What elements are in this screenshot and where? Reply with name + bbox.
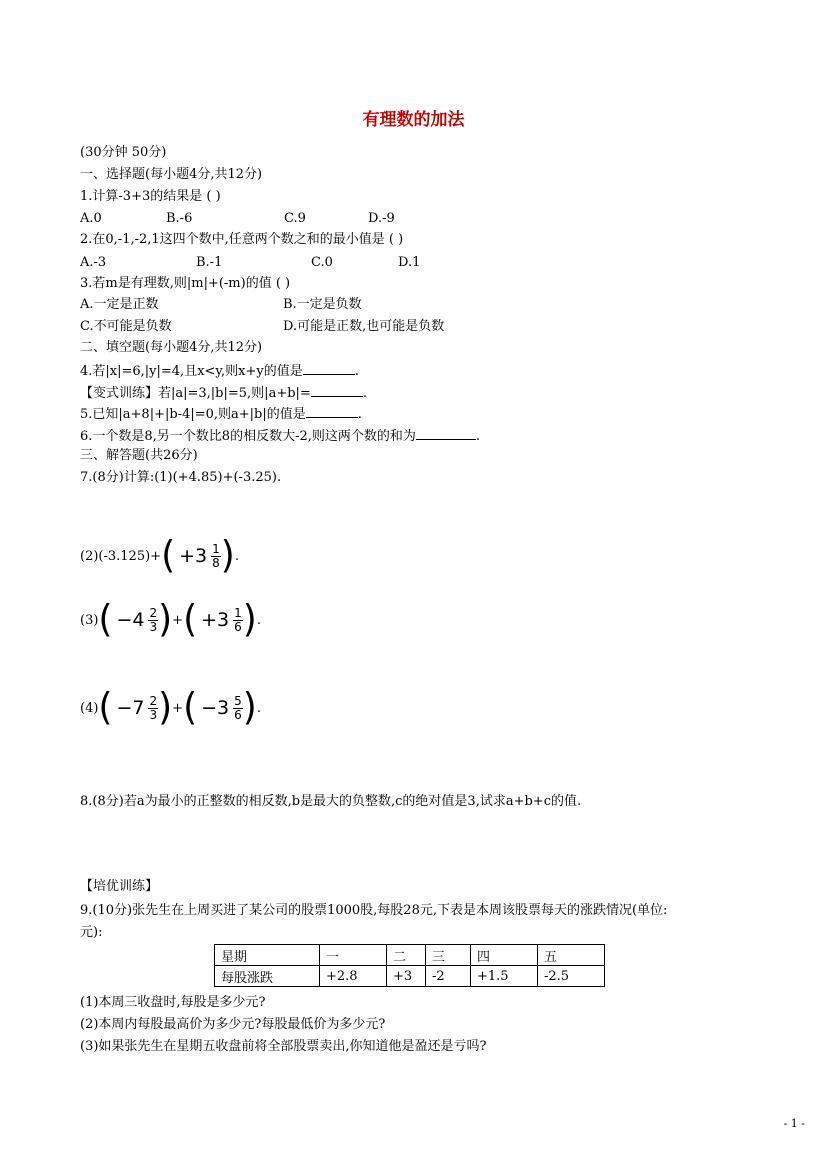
- variant-line: [80, 384, 367, 402]
- q9-line1: 9.(10分)张先生在上周买进了某公司的股票1000股,每股28元,下表是本周该股票每天的涨跌情况(单位:: [80, 903, 668, 918]
- section1-header: 一、选择题(每小题4分,共12分): [80, 167, 263, 182]
- table-cell: 星期: [215, 945, 320, 966]
- table-cell: 三: [426, 945, 471, 966]
- part-label: (2): [80, 548, 99, 564]
- q4-line: [80, 362, 359, 380]
- numerator: 2: [149, 605, 158, 620]
- q9-sub1: (1)本周三收盘时,每股是多少元?: [80, 995, 266, 1010]
- fraction: [211, 543, 221, 570]
- q9-sub2: (2)本周内每股最高价为多少元?每股最低价为多少元?: [80, 1017, 386, 1032]
- q1-stem: 1.计算-3+3的结果是 ( ): [80, 189, 221, 204]
- right-paren: ): [220, 533, 235, 577]
- denominator: 6: [234, 707, 242, 722]
- denominator: 3: [149, 707, 158, 722]
- left-paren: (: [183, 597, 198, 641]
- variant-text: 【变式训练】若|a|=3,|b|=5,则|a+b|=: [80, 386, 311, 401]
- mixed-number: [175, 543, 221, 570]
- q9-sub3: (3)如果张先生在星期五收盘前将全部股票卖出,你知道他是盈还是亏吗?: [80, 1039, 487, 1054]
- table-cell: 二: [387, 945, 426, 966]
- left-paren: (: [98, 597, 113, 641]
- table-cell: -2: [426, 966, 471, 987]
- mixed-whole: −4: [116, 609, 145, 631]
- page-title: 有理数的加法: [362, 110, 465, 130]
- section3-header: 三、解答题(共26分): [80, 448, 198, 463]
- q2-option-b: B.-1: [196, 255, 223, 270]
- part-end: .: [256, 612, 261, 628]
- fraction: [148, 607, 158, 634]
- q7-part2: [80, 533, 239, 577]
- q3-option-a: A.一定是正数: [80, 297, 159, 312]
- mixed-whole: +3: [201, 609, 230, 631]
- q1-option-d: D.-9: [368, 211, 395, 226]
- q5-end: .: [357, 407, 362, 422]
- table-cell: +3: [387, 966, 426, 987]
- q9-line2: 元):: [80, 925, 103, 940]
- q1-option-c: C.9: [284, 211, 306, 226]
- q7-stem: 7.(8分)计算:(1)(+4.85)+(-3.25).: [80, 470, 282, 485]
- table-cell: -2.5: [538, 966, 605, 987]
- answer-blank: [416, 427, 476, 440]
- denominator: 3: [149, 619, 158, 634]
- part-lhs: (-3.125)+: [98, 548, 162, 564]
- section2-header: 二、填空题(每小题4分,共12分): [80, 340, 263, 355]
- table-cell: 五: [538, 945, 605, 966]
- numerator: 1: [234, 605, 242, 620]
- denominator: 6: [234, 619, 242, 634]
- q3-option-c: C.不可能是负数: [80, 319, 172, 334]
- right-paren: ): [242, 597, 257, 641]
- mixed-number: [112, 695, 158, 722]
- mixed-whole: +3: [179, 545, 208, 567]
- mixed-whole: −7: [116, 697, 145, 719]
- answer-blank: [303, 362, 355, 375]
- q1-option-a: A.0: [80, 211, 102, 226]
- fraction: [233, 607, 243, 634]
- left-paren: (: [161, 533, 176, 577]
- variant-end: .: [362, 386, 367, 401]
- q2-option-a: A.-3: [80, 255, 107, 270]
- numerator: 5: [234, 693, 242, 708]
- q6-line: [80, 427, 480, 445]
- table-cell: +2.8: [320, 966, 387, 987]
- q2-option-c: C.0: [311, 255, 333, 270]
- right-paren: ): [158, 685, 173, 729]
- plus-sign: +: [172, 612, 184, 628]
- left-paren: (: [98, 685, 113, 729]
- table-cell: 四: [471, 945, 538, 966]
- q7-part3: [80, 597, 261, 641]
- right-paren: ): [242, 685, 257, 729]
- q6-text: 6.一个数是8,另一个数比8的相反数大-2,则这两个数的和为: [80, 429, 416, 444]
- q4-end: .: [354, 364, 359, 379]
- table-cell: +1.5: [471, 966, 538, 987]
- mixed-whole: −3: [201, 697, 230, 719]
- q3-option-b: B.一定是负数: [283, 297, 362, 312]
- stock-change-table: [214, 944, 605, 987]
- q6-end: .: [475, 429, 481, 444]
- table-cell: 每股涨跌: [215, 966, 320, 987]
- right-paren: ): [158, 597, 173, 641]
- part-end: .: [256, 700, 261, 716]
- numerator: 2: [149, 693, 158, 708]
- answer-blank: [311, 384, 363, 397]
- q2-stem: 2.在0,-1,-2,1这四个数中,任意两个数之和的最小值是 ( ): [80, 232, 404, 247]
- q8-text: 8.(8分)若a为最小的正整数的相反数,b是最大的负整数,c的绝对值是3,试求a+b+c的值.: [80, 794, 582, 809]
- part-label: (4): [80, 700, 99, 716]
- answer-blank: [306, 405, 358, 418]
- plus-sign: +: [172, 700, 184, 716]
- q1-option-b: B.-6: [166, 211, 193, 226]
- denominator: 8: [212, 555, 220, 570]
- fraction: [233, 695, 243, 722]
- advanced-header: 【培优训练】: [80, 879, 159, 894]
- table-row: [215, 945, 605, 966]
- q3-option-d: D.可能是正数,也可能是负数: [283, 319, 445, 334]
- left-paren: (: [183, 685, 198, 729]
- q4-text: 4.若|x|=6,|y|=4,且x<y,则x+y的值是: [80, 364, 303, 379]
- part-end: .: [234, 548, 239, 564]
- q3-stem: 3.若m是有理数,则|m|+(-m)的值 ( ): [80, 276, 291, 291]
- page-number: - 1 -: [783, 1117, 805, 1130]
- numerator: 1: [212, 541, 220, 556]
- q7-part4: [80, 685, 261, 729]
- q5-line: [80, 405, 362, 423]
- part-label: (3): [80, 612, 99, 628]
- q2-option-d: D.1: [398, 255, 421, 270]
- mixed-number: [197, 695, 243, 722]
- table-cell: 一: [320, 945, 387, 966]
- table-row: [215, 966, 605, 987]
- mixed-number: [197, 607, 243, 634]
- fraction: [148, 695, 158, 722]
- time-info: (30分钟 50分): [80, 145, 167, 160]
- q5-text: 5.已知|a+8|+|b-4|=0,则a+|b|的值是: [80, 407, 306, 422]
- mixed-number: [112, 607, 158, 634]
